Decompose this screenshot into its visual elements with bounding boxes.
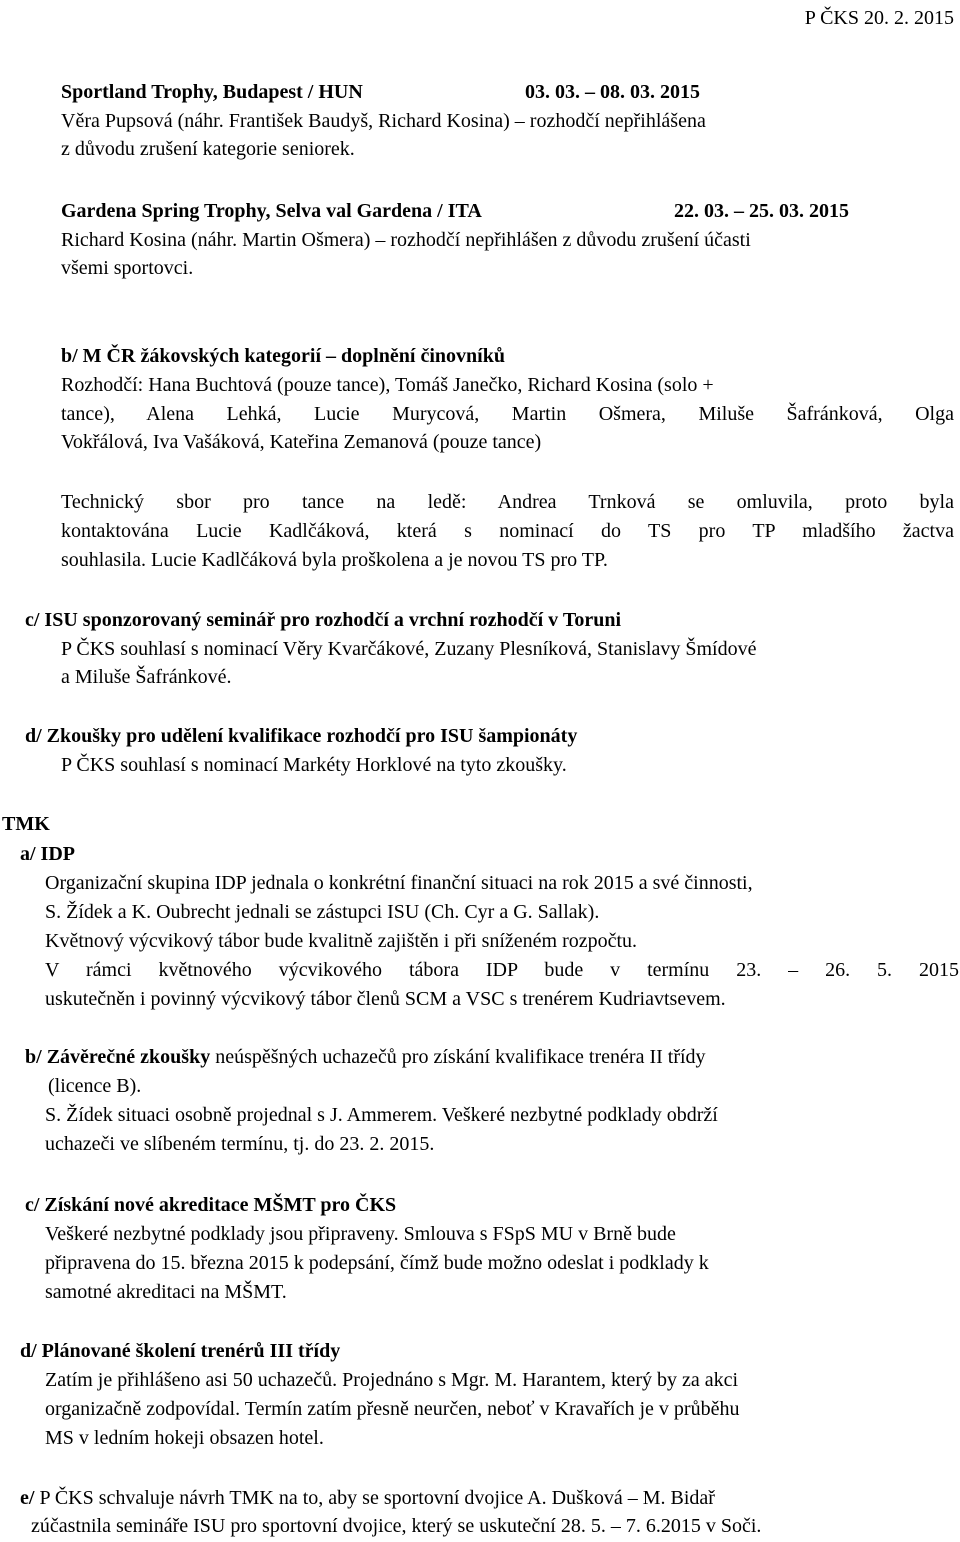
- tmk-a-line: V rámci květnového výcvikového tábora IDP bude v termínu 23. – 26. 5. 2015: [45, 959, 959, 981]
- tmk-c-line: připravena do 15. března 2015 k podepsání, čímž bude možno odeslat i podklady k: [45, 1252, 709, 1274]
- section-c-line: P ČKS souhlasí s nominací Věry Kvarčákové, Zuzany Plesníková, Stanislavy Šmídové: [61, 638, 757, 660]
- competition-note-line: Věra Pupsová (náhr. František Baudyš, Richard Kosina) – rozhodčí nepřihlášena: [61, 110, 706, 132]
- section-d-line: P ČKS souhlasí s nominací Markéty Horklové na tyto zkoušky.: [61, 754, 567, 776]
- tmk-b-bold-heading: Závěrečné zkoušky: [46, 1046, 211, 1068]
- tmk-d-heading: d/ Plánované školení trenérů III třídy: [20, 1340, 341, 1362]
- tmk-b-rest: neúspěšných uchazečů pro získání kvalifikace trenéra II třídy: [210, 1046, 706, 1068]
- tmk-c-line: Veškeré nezbytné podklady jsou připraveny. Smlouva s FSpS MU v Brně bude: [45, 1223, 676, 1245]
- tmk-a-line: Květnový výcvikový tábor bude kvalitně zajištěn i při sníženém rozpočtu.: [45, 930, 638, 952]
- section-b-ts-line: souhlasila. Lucie Kadlčáková byla proškolena a je novou TS pro TP.: [61, 549, 608, 571]
- competition-note-line: z důvodu zrušení kategorie seniorek.: [61, 138, 355, 160]
- section-c-line: a Miluše Šafránkové.: [61, 666, 232, 688]
- section-b-line-text: Rozhodčí: Hana Buchtová (pouze tance), Tomáš Janečko, Richard Kosina (solo +: [61, 374, 714, 396]
- tmk-d-line: MS v ledním hokeji obsazen hotel.: [45, 1427, 324, 1449]
- tmk-e-text: P ČKS schvaluje návrh TMK na to, aby se sportovní dvojice A. Dušková – M. Bidař: [34, 1487, 715, 1509]
- section-d-heading: d/ Zkoušky pro udělení kvalifikace rozhodčí pro ISU šampionáty: [25, 725, 578, 747]
- tmk-b-line: uchazeči ve slíbeném termínu, tj. do 23. 2. 2015.: [45, 1133, 435, 1155]
- document-reference: P ČKS 20. 2. 2015: [804, 7, 954, 29]
- tmk-e-line: zúčastnila semináře ISU pro sportovní dvojice, který se uskuteční 28. 5. – 7. 6.2015 v Soči.: [31, 1515, 762, 1537]
- tmk-a-heading: a/ IDP: [20, 843, 75, 865]
- competition-note-line: všemi sportovci.: [61, 257, 194, 279]
- tmk-e-first-line: [20, 1486, 715, 1510]
- tmk-b-first-line: [25, 1045, 706, 1069]
- section-b-line: tance), Alena Lehká, Lucie Murycová, Martin Ošmera, Miluše Šafránková, Olga: [61, 403, 954, 425]
- competition-dates: 03. 03. – 08. 03. 2015: [525, 81, 700, 103]
- tmk-a-line: Organizační skupina IDP jednala o konkrétní finanční situaci na rok 2015 a své činnosti,: [45, 872, 753, 894]
- tmk-b-label: b/: [25, 1046, 42, 1068]
- section-b-line: [61, 373, 954, 397]
- tmk-d-line: Zatím je přihlášeno asi 50 uchazečů. Projednáno s Mgr. M. Harantem, který by za akci: [45, 1369, 739, 1391]
- competition-dates: 22. 03. – 25. 03. 2015: [674, 200, 849, 222]
- tmk-e-label: e/: [20, 1487, 35, 1509]
- section-c-heading: c/ ISU sponzorovaný seminář pro rozhodčí a vrchní rozhodčí v Toruni: [25, 609, 622, 631]
- competition-note-line: Richard Kosina (náhr. Martin Ošmera) – rozhodčí nepřihlášen z důvodu zrušení účasti: [61, 229, 751, 251]
- competition-title: Gardena Spring Trophy, Selva val Gardena / ITA: [61, 200, 482, 222]
- tmk-b-line: S. Žídek situaci osobně projednal s J. Ammerem. Veškeré nezbytné podklady obdrží: [45, 1104, 718, 1126]
- tmk-b-line: (licence B).: [48, 1075, 142, 1097]
- tmk-a-line: S. Žídek a K. Oubrecht jednali se zástupci ISU (Ch. Cyr a G. Sallak).: [45, 901, 600, 923]
- tmk-a-line: uskutečněn i povinný výcvikový tábor členů SCM a VSC s trenérem Kudriavtsevem.: [45, 988, 726, 1010]
- section-b-heading: b/ M ČR žákovských kategorií – doplnění činovníků: [61, 345, 505, 367]
- tmk-title: TMK: [2, 813, 50, 835]
- section-b-ts-line: kontaktována Lucie Kadlčáková, která s nominací do TS pro TP mladšího žactva: [61, 520, 954, 542]
- competition-title: Sportland Trophy, Budapest / HUN: [61, 81, 363, 103]
- tmk-d-line: organizačně zodpovídal. Termín zatím přesně neurčen, neboť v Kravařích je v průběhu: [45, 1398, 740, 1420]
- tmk-c-heading: c/ Získání nové akreditace MŠMT pro ČKS: [25, 1194, 397, 1216]
- tmk-c-line: samotné akreditaci na MŠMT.: [45, 1281, 287, 1303]
- section-b-line: Vokřálová, Iva Vašáková, Kateřina Zemanová (pouze tance): [61, 431, 542, 453]
- section-b-ts-line: Technický sbor pro tance na ledě: Andrea Trnková se omluvila, proto byla: [61, 491, 954, 513]
